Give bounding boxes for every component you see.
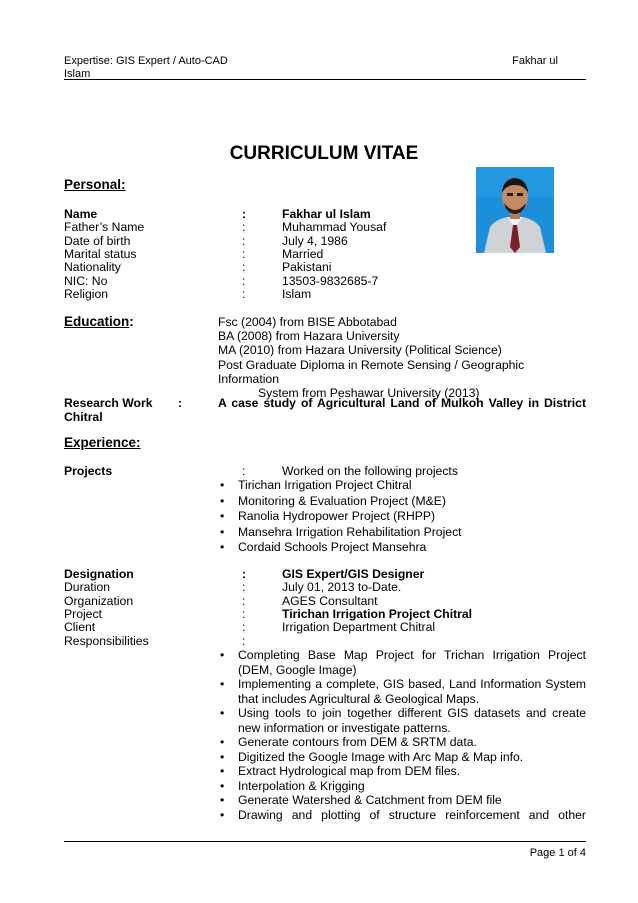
document-title: CURRICULUM VITAE [229, 143, 419, 164]
list-item: • Interpolation & Krigging [218, 779, 586, 794]
list-item: • Digitized the Google Image with Arc Map & Map info. [218, 750, 586, 765]
list-item: • Generate Watershed & Catchment from DEM file [218, 793, 586, 808]
education-line: Post Graduate Diploma in Remote Sensing / Geographic Information [218, 357, 525, 386]
list-item: • Implementing a complete, GIS based, Land Information System that includes Agricultural & Geological Maps. [218, 677, 586, 706]
personal-row-father: Father’s Name : Muhammad Yousaf [64, 220, 387, 234]
list-item: • Mansehra Irrigation Rehabilitation Project [218, 525, 586, 540]
education-line: BA (2008) from Hazara University [218, 329, 400, 344]
header-expertise: Expertise: GIS Expert / Auto-CAD [64, 55, 228, 67]
list-item: • Drawing and plotting of structure reinforcement and other [218, 808, 586, 823]
education-line: MA (2010) from Hazara University (Political Science) [218, 343, 502, 358]
education-line: Fsc (2004) from BISE Abbotabad [218, 315, 397, 329]
personal-heading: Personal: [64, 177, 126, 192]
personal-row-name: Name : Fakhar ul Islam [64, 207, 371, 221]
list-item: • Ranolia Hydropower Project (RHPP) [218, 509, 586, 524]
personal-row-dob: Date of birth : July 4, 1986 [64, 234, 348, 248]
projects-list [218, 478, 586, 556]
personal-row-religion: Religion : Islam [64, 287, 312, 301]
job-row-client: Client : Irrigation Department Chitral [64, 620, 436, 634]
header-name: Fakhar ul [512, 55, 558, 67]
job-row-project: Project : Tirichan Irrigation Project Chitral [64, 607, 473, 621]
page-header [64, 55, 586, 80]
personal-row-nationality: Nationality : Pakistani [64, 260, 332, 274]
research-value: A case study of Agricultural Land of Mulkoh Valley in District [218, 396, 586, 410]
job-row-duration: Duration : July 01, 2013 to-Date. [64, 580, 402, 594]
education-heading: Education: [64, 314, 134, 329]
projects-row: Projects : Worked on the following projects [64, 464, 458, 478]
education-line: System from Peshawar University (2013) [258, 386, 480, 401]
job-row-responsibilities: Responsibilities : [64, 634, 246, 648]
list-item: • Extract Hydrological map from DEM files. [218, 764, 586, 779]
experience-heading: Experience: [64, 435, 141, 450]
page-number: Page 1 of 4 [529, 847, 586, 859]
research-label-continued: Chitral [64, 410, 103, 424]
list-item: • Completing Base Map Project for Trichan Irrigation Project (DEM, Google Image) [218, 648, 586, 677]
list-item: • Using tools to join together different GIS datasets and create new information or investigate patterns. [218, 706, 586, 735]
header-name-continued: Islam [64, 68, 91, 80]
list-item: • Cordaid Schools Project Mansehra [218, 540, 586, 555]
job-row-designation: Designation : GIS Expert/GIS Designer [64, 567, 425, 581]
list-item: • Monitoring & Evaluation Project (M&E) [218, 494, 586, 509]
research-label: Research Work [64, 396, 153, 410]
education-list [218, 315, 586, 400]
personal-row-marital: Marital status : Married [64, 247, 324, 261]
list-item: • Generate contours from DEM & SRTM data. [218, 735, 586, 750]
job-row-organization: Organization : AGES Consultant [64, 594, 378, 608]
page-footer [64, 841, 586, 861]
responsibilities-list [218, 648, 586, 822]
personal-row-nic: NIC: No : 13503-9832685-7 [64, 274, 379, 288]
list-item: • Tirichan Irrigation Project Chitral [218, 478, 586, 493]
